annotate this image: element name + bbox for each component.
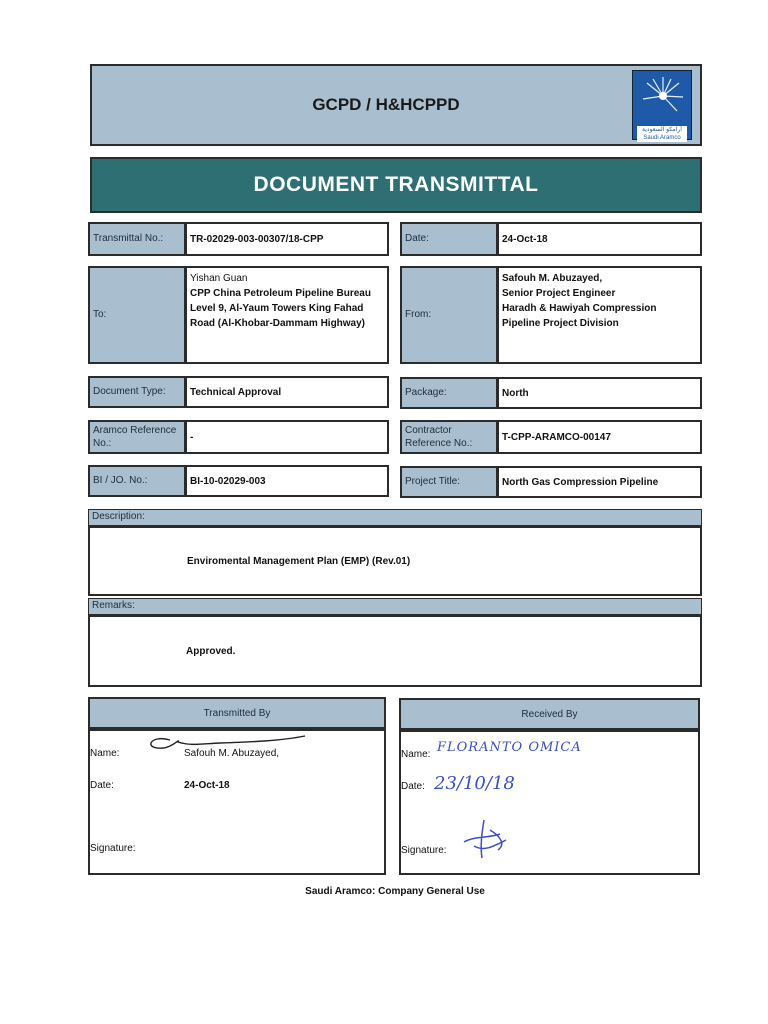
received-name-label: Name: xyxy=(401,749,431,760)
project-title-label: Project Title: xyxy=(400,466,498,498)
from-line: Pipeline Project Division xyxy=(502,318,619,329)
description-label: Description: xyxy=(88,509,702,526)
to-line: Level 9, Al-Yaum Towers King Fahad xyxy=(190,303,364,314)
package-label: Package: xyxy=(400,377,498,409)
document-type-value: Technical Approval xyxy=(185,376,389,408)
transmitted-name-value: Safouh M. Abuzayed, xyxy=(184,748,280,759)
to-line: CPP China Petroleum Pipeline Bureau xyxy=(190,288,371,299)
from-line: Safouh M. Abuzayed, xyxy=(502,273,603,284)
date-label: Date: xyxy=(400,222,498,256)
from-value xyxy=(497,266,702,364)
received-by-title: Received By xyxy=(521,708,578,720)
aramco-reference-value: - xyxy=(185,420,389,454)
received-date-value: 23/10/18 xyxy=(434,773,515,794)
to-value xyxy=(185,266,389,364)
aramco-reference-label: Aramco Reference No.: xyxy=(88,420,186,454)
contractor-reference-label: Contractor Reference No.: xyxy=(400,420,498,454)
logo-english-text: Saudi Aramco xyxy=(643,135,681,141)
transmittal-banner xyxy=(90,157,702,213)
transmitted-name-label: Name: xyxy=(90,748,120,759)
aramco-logo xyxy=(632,70,692,140)
from-line: Haradh & Hawiyah Compression xyxy=(502,303,657,314)
contractor-reference-value: T-CPP-ARAMCO-00147 xyxy=(497,420,702,454)
received-signature-label: Signature: xyxy=(401,845,447,856)
star-burst-icon xyxy=(633,71,693,121)
transmitted-signature-label: Signature: xyxy=(90,843,136,854)
department-title: GCPD / H&HCPPD xyxy=(312,95,460,114)
remarks-label: Remarks: xyxy=(88,598,702,615)
received-name-value: FLORANTO OMICA xyxy=(437,740,582,755)
from-line: Senior Project Engineer xyxy=(502,288,616,299)
logo-arabic-text: أرامكو السعودية xyxy=(642,127,682,133)
bi-jo-value: BI-10-02029-003 xyxy=(185,465,389,497)
transmittal-no-label: Transmittal No.: xyxy=(88,222,186,256)
bi-jo-label: BI / JO. No.: xyxy=(88,465,186,497)
package-value: North xyxy=(497,377,702,409)
from-label: From: xyxy=(400,266,498,364)
description-text: Enviromental Management Plan (EMP) (Rev.01) xyxy=(187,555,411,567)
banner-title: DOCUMENT TRANSMITTAL xyxy=(253,173,539,196)
remarks-box xyxy=(88,615,702,687)
transmitted-date-value: 24-Oct-18 xyxy=(184,780,230,791)
document-type-label: Document Type: xyxy=(88,376,186,408)
transmitted-date-label: Date: xyxy=(90,780,114,791)
description-box xyxy=(88,526,702,596)
to-line: Road (Al-Khobar-Dammam Highway) xyxy=(190,318,366,329)
received-date-label: Date: xyxy=(401,781,425,792)
date-value: 24-Oct-18 xyxy=(497,222,702,256)
project-title-value: North Gas Compression Pipeline xyxy=(497,466,702,498)
received-by-header xyxy=(399,698,700,730)
to-line: Yishan Guan xyxy=(190,273,248,284)
footer-classification: Saudi Aramco: Company General Use xyxy=(305,886,485,897)
transmittal-no-value: TR-02029-003-00307/18-CPP xyxy=(185,222,389,256)
document-header xyxy=(90,64,702,146)
receiver-signature-scribble xyxy=(460,816,520,862)
to-label: To: xyxy=(88,266,186,364)
transmitted-by-title: Transmitted By xyxy=(203,707,271,719)
transmitted-by-header xyxy=(88,697,386,729)
remarks-text: Approved. xyxy=(186,645,236,657)
